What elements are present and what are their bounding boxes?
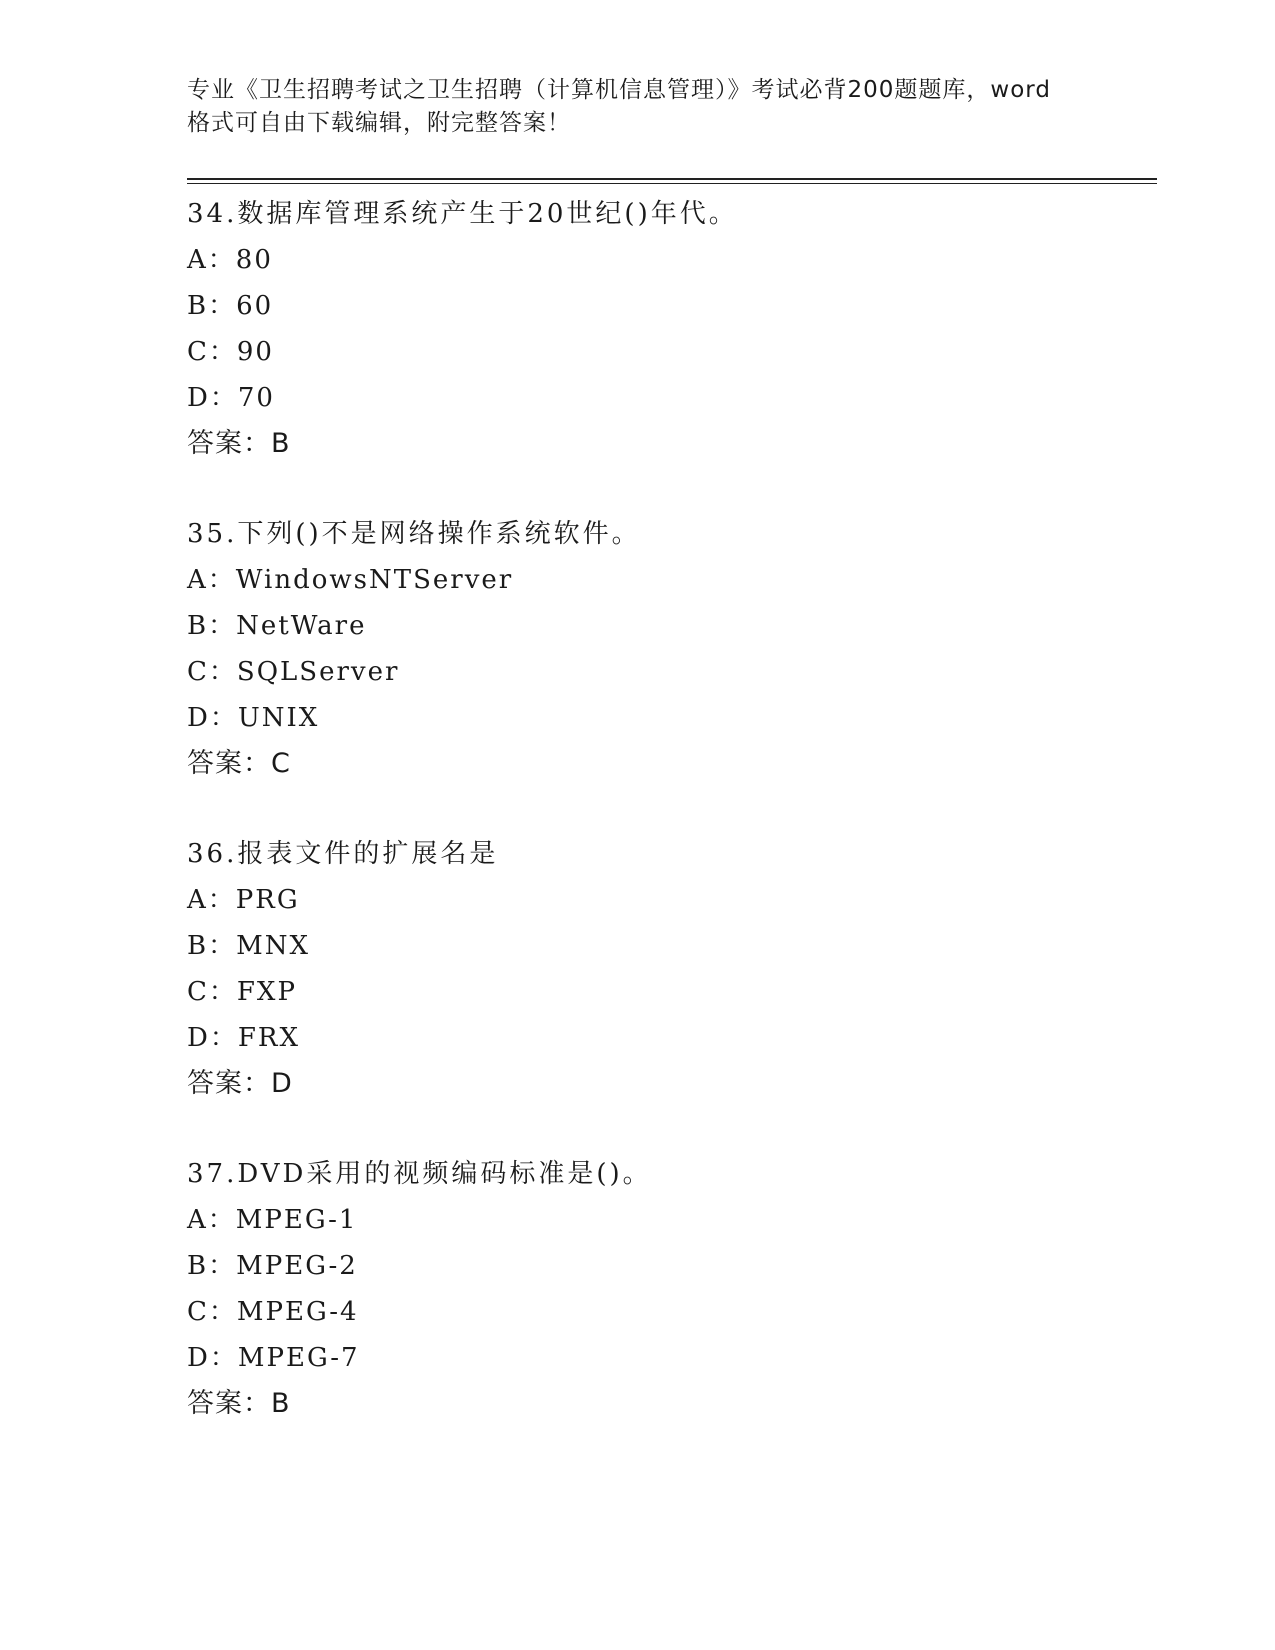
option-d: D：MPEG-7 [187,1343,360,1373]
option-a: A：MPEG-1 [187,1205,358,1235]
option-d: D：70 [187,383,275,413]
option-a: A：80 [187,245,273,275]
option-a: A：WindowsNTServer [187,565,514,595]
question-title: 35.下列()不是网络操作系统软件。 [187,519,641,549]
option-d: D：FRX [187,1023,300,1053]
answer-text: 答案：D [187,1068,293,1099]
answer-text: 答案：B [187,1388,291,1419]
question-list [187,191,1157,1471]
header-line-1: 专业《卫生招聘考试之卫生招聘（计算机信息管理）》考试必背200题题库，word [187,77,1051,103]
option-c: C：SQLServer [187,657,400,687]
question-34 [187,191,1157,511]
option-b: B：MNX [187,931,310,961]
question-title: 34.数据库管理系统产生于20世纪()年代。 [187,199,738,229]
header-line-2: 格式可自由下载编辑，附完整答案！ [187,110,571,136]
option-c: C：MPEG-4 [187,1297,359,1327]
answer-text: 答案：C [187,748,291,779]
question-37 [187,1151,1157,1471]
header-divider [187,178,1157,184]
option-b: B：NetWare [187,611,367,641]
document-header [187,74,1087,140]
question-title: 37.DVD采用的视频编码标准是()。 [187,1159,652,1189]
question-35 [187,511,1157,831]
option-c: C：90 [187,337,274,367]
option-c: C：FXP [187,977,297,1007]
option-b: B：60 [187,291,274,321]
question-36 [187,831,1157,1151]
answer-text: 答案：B [187,428,291,459]
option-d: D：UNIX [187,703,320,733]
option-b: B：MPEG-2 [187,1251,358,1281]
question-title: 36.报表文件的扩展名是 [187,839,499,869]
option-a: A：PRG [187,885,300,915]
